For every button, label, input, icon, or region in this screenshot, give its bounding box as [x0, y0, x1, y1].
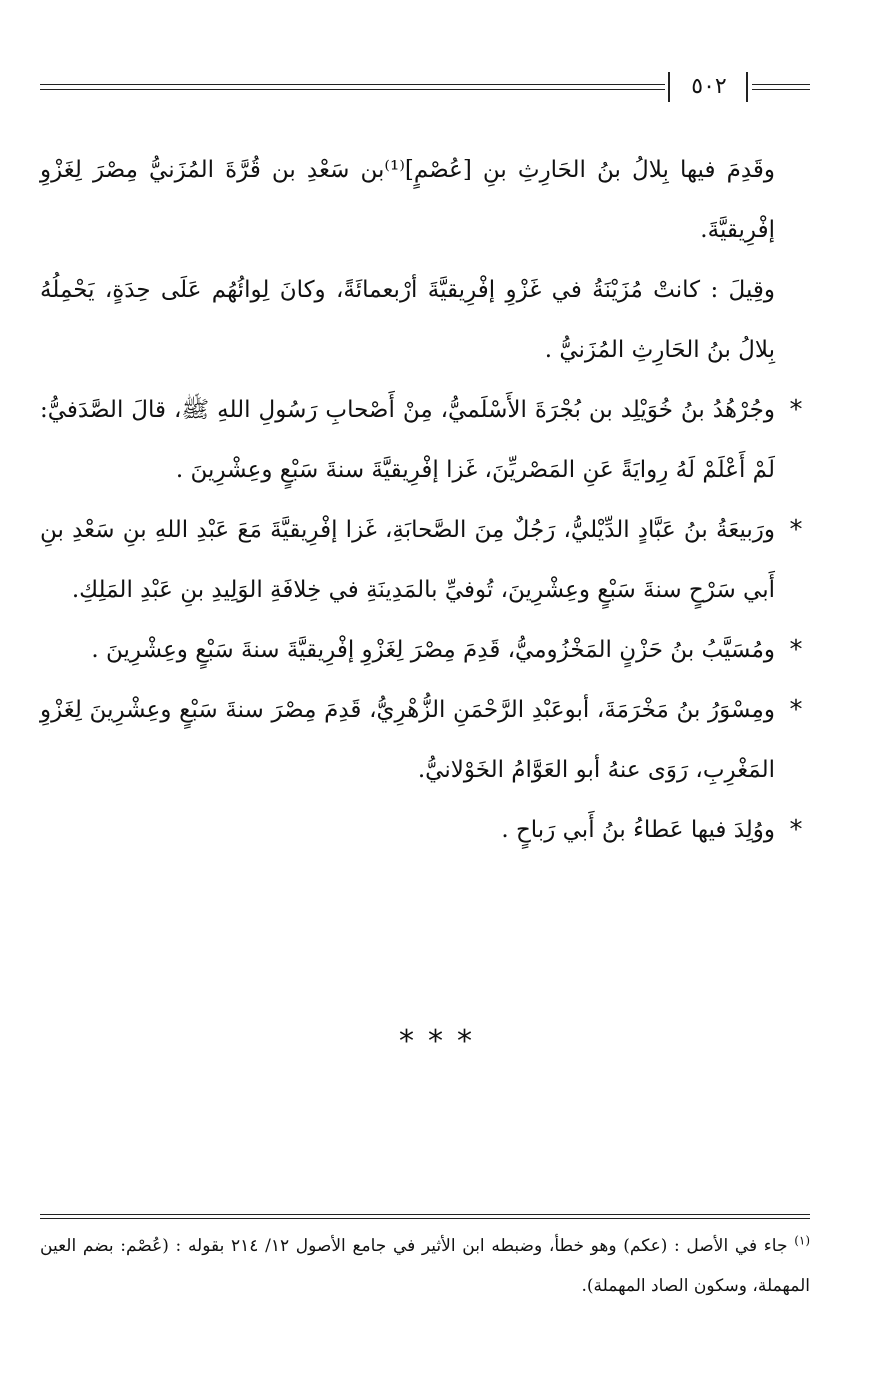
entry-star-marker: *: [789, 635, 803, 665]
page-number: ٥٠٢: [691, 74, 727, 99]
biography-entry: [40, 800, 803, 860]
biography-entry: [40, 680, 803, 800]
entry-star-marker: *: [789, 515, 803, 545]
entry-text: ومُسَيَّبُ بنُ حَزْنٍ المَخْزُوميُّ، قَدِمَ مِصْرَ لِغَزْوِ إفْرِيقيَّةَ سنةَ سَبْعٍ وعِشْرِينَ .: [91, 637, 775, 663]
footnote-rule: [40, 1214, 810, 1219]
entry-text: ووُلِدَ فيها عَطاءُ بنُ أَبي رَباحٍ .: [501, 817, 775, 843]
footnote: [40, 1226, 810, 1306]
paragraph: وقَدِمَ فيها بِلالُ بنُ الحَارِثِ بنِ [عُصْمٍ]⁽¹⁾بن سَعْدِ بن قُرَّةَ المُزَنيُّ مِصْرَ لِغَزْوِ إفْرِيقيَّةَ.: [40, 157, 775, 243]
biography-entry: [40, 620, 803, 680]
entry-star-marker: *: [789, 815, 803, 845]
entry-text: ومِسْوَرُ بنُ مَخْرَمَةَ، أبوعَبْدِ الرَّحْمَنِ الزُّهْرِيُّ، قَدِمَ مِصْرَ سنةَ سَبْعٍ وعِشْرِينَ لِغَزْوِ المَغْرِبِ، رَوَى عنهُ أبو العَوَّامُ الخَوْلانيُّ.: [40, 697, 775, 783]
footnote-marker: (١): [794, 1233, 811, 1248]
paragraph: وقِيلَ : كانتْ مُزَيْنَةُ في غَزْوِ إفْرِيقيَّةَ أرْبعمائَةً، وكانَ لِوائُهُم عَلَى حِدَةٍ، يَحْمِلُهُ بِلالُ بنُ الحَارِثِ المُزَنيُّ .: [40, 277, 775, 363]
section-separator: ***: [399, 1024, 486, 1059]
page-header: [40, 70, 810, 106]
entry-text: وجُرْهُدُ بنُ خُوَيْلِد بن بُجْرَةَ الأَسْلَميُّ، مِنْ أَصْحابِ رَسُولِ اللهِ ﷺ، قالَ الصَّدَفيُّ: لَمْ أَعْلَمْ لَهُ رِوايَةً عَنِ المَصْريِّنَ، غَزا إفْرِيقيَّةَ سنةَ سَبْعٍ وعِشْرِينَ .: [40, 397, 775, 483]
entry-star-marker: *: [789, 695, 803, 725]
body-text: [40, 140, 803, 860]
entry-text: ورَبيعَةُ بنُ عَبَّادٍ الدِّيْليُّ، رَجُلٌ مِنَ الصَّحابَةِ، غَزا إفْرِيقيَّةَ مَعَ عَبْدِ اللهِ بنِ سَعْدِ بنِ أَبي سَرْحٍ سنةَ سَبْعٍ وعِشْرِينَ، تُوفيِّ بالمَدِينَةِ في خِلافَةِ الوَلِيدِ بنِ عَبْدِ المَلِكِ.: [40, 517, 775, 603]
header-rule: [752, 84, 810, 90]
header-divider: [746, 72, 748, 102]
biography-entry: [40, 380, 803, 500]
entry-star-marker: *: [789, 395, 803, 425]
biography-entry: [40, 500, 803, 620]
footnote-text: جاء في الأصل : (عكم) وهو خطأ، وضبطه ابن الأثير في جامع الأصول ١٢/ ٢١٤ بقوله : (عُصْم: بضم العين المهملة، وسكون الصاد المهملة).: [40, 1236, 810, 1296]
header-divider: [668, 72, 670, 102]
header-rule: [40, 84, 665, 90]
